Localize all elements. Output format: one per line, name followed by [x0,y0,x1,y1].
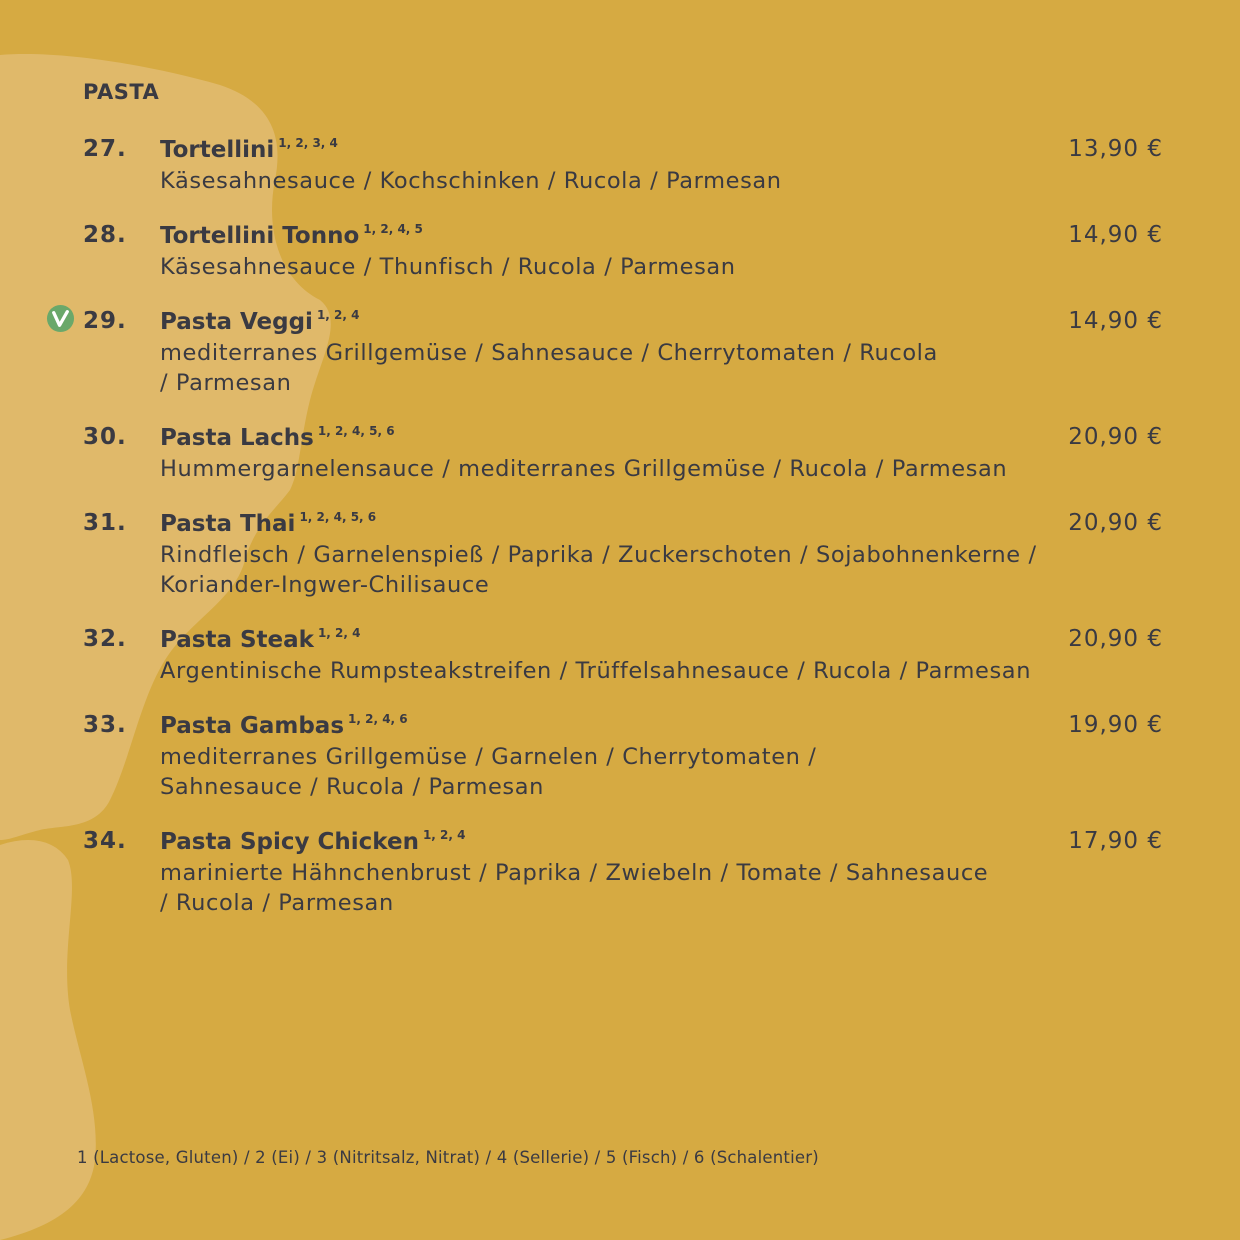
item-description: Rindfleisch / Garnelenspieß / Paprika / Zuckerschoten / Sojabohnenkerne / Koriander-Ingwer-Chilisauce [160,542,1037,598]
item-name-text: Pasta Veggi [160,309,313,335]
allergen-codes: 1, 2, 4 [422,828,466,842]
allergen-footnote: 1 (Lactose, Gluten) / 2 (Ei) / 3 (Nitritsalz, Nitrat) / 4 (Sellerie) / 5 (Fisch) / 6 (Schalentier) [77,1148,819,1167]
item-name-text: Pasta Lachs [160,425,314,451]
item-price: 14,90 € [1068,222,1163,248]
vegetarian-v-icon [46,304,75,333]
item-number: 34. [83,828,127,854]
item-description: marinierte Hähnchenbrust / Paprika / Zwiebeln / Tomate / Sahnesauce / Rucola / Parmesan [160,860,989,916]
allergen-codes: 1, 2, 4, 5 [363,222,423,236]
item-name [160,136,338,163]
item-name [160,424,395,451]
item-number: 33. [83,712,127,738]
item-number: 32. [83,626,127,652]
item-name-text: Pasta Spicy Chicken [160,829,419,855]
item-number: 27. [83,136,127,162]
item-number: 30. [83,424,127,450]
item-price: 17,90 € [1068,828,1163,854]
item-description: Käsesahnesauce / Thunfisch / Rucola / Parmesan [160,254,736,280]
item-name [160,510,376,537]
item-name [160,222,423,249]
item-price: 20,90 € [1068,626,1163,652]
item-name-text: Pasta Thai [160,511,296,537]
item-price: 13,90 € [1068,136,1163,162]
item-description: Argentinische Rumpsteakstreifen / Trüffelsahnesauce / Rucola / Parmesan [160,658,1032,684]
item-description: Hummergarnelensauce / mediterranes Grillgemüse / Rucola / Parmesan [160,456,1008,482]
allergen-codes: 1, 2, 4 [316,308,360,322]
item-price: 20,90 € [1068,424,1163,450]
item-name-text: Tortellini Tonno [160,223,360,249]
item-description: mediterranes Grillgemüse / Sahnesauce / Cherrytomaten / Rucola / Parmesan [160,340,938,396]
item-name [160,828,465,855]
allergen-codes: 1, 2, 4, 5, 6 [317,424,395,438]
item-number: 29. [83,308,127,334]
item-name [160,308,359,335]
item-name [160,626,360,653]
item-price: 20,90 € [1068,510,1163,536]
allergen-codes: 1, 2, 4, 6 [348,712,408,726]
allergen-codes: 1, 2, 4, 5, 6 [299,510,377,524]
item-description: Käsesahnesauce / Kochschinken / Rucola / Parmesan [160,168,782,194]
section-title: PASTA [83,80,160,104]
allergen-codes: 1, 2, 3, 4 [278,136,338,150]
item-description: mediterranes Grillgemüse / Garnelen / Cherrytomaten / Sahnesauce / Rucola / Parmesan [160,744,817,800]
item-price: 14,90 € [1068,308,1163,334]
allergen-codes: 1, 2, 4 [317,626,361,640]
item-number: 31. [83,510,127,536]
item-price: 19,90 € [1068,712,1163,738]
item-name-text: Pasta Steak [160,627,314,653]
item-name [160,712,408,739]
item-name-text: Pasta Gambas [160,713,345,739]
item-number: 28. [83,222,127,248]
item-name-text: Tortellini [160,137,275,163]
